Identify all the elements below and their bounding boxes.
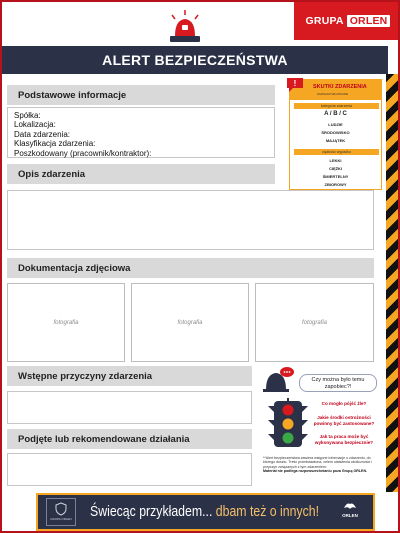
category-label: kategoria zdarzenia [294, 103, 379, 109]
injury-collective[interactable]: ZBIOROWY [324, 182, 347, 187]
footer-left-badge [46, 498, 76, 526]
field-injured: Poszkodowany (pracownik/kontraktor): [14, 148, 152, 158]
effects-subtitle: ZAZNACZ WŁAŚCIWE [317, 92, 349, 96]
category-abc[interactable]: A / B / C [324, 111, 347, 117]
disclaimer-bold: Materiał nie podlega rozpowszechnianiu poza Grupą ORLEN. [263, 469, 368, 474]
orlen-eagle-icon [343, 500, 357, 512]
hazard-stripe [386, 74, 400, 492]
alarm-bell-icon [260, 366, 296, 394]
category-environment[interactable]: ŚRODOWISKO [321, 130, 350, 135]
causes-box[interactable] [7, 391, 252, 424]
question-safe-work: Jak ta praca może być wykonywana bezpiecznie? [314, 434, 374, 445]
field-classification: Klasyfikacja zdarzenia: [14, 139, 96, 149]
traffic-light-icon [266, 398, 310, 450]
injury-severe[interactable]: CIĘŻKI [328, 166, 343, 171]
footer-left-badge-text: GRUPA ORLEN [50, 517, 72, 521]
photo-slot-2[interactable]: fotografia [131, 283, 249, 362]
injury-label: ciężkość wypadku [294, 149, 379, 155]
event-effects-panel [289, 79, 382, 190]
basic-info-box[interactable] [7, 107, 275, 158]
brand-prefix: GRUPA [305, 15, 344, 27]
basic-info-header: Podstawowe informacje [7, 85, 275, 105]
footer-slogan [90, 503, 319, 520]
injury-light[interactable]: LEKKI [329, 158, 342, 163]
footer-banner [36, 493, 375, 531]
question-what-wrong: Co mogło pójść źle? [321, 401, 367, 406]
shield-icon [54, 502, 68, 516]
page-title: ALERT BEZPIECZEŃSTWA [2, 46, 388, 74]
footer-right-logo-text: ORLEN [342, 513, 358, 518]
actions-header: Podjęte lub rekomendowane działania [7, 429, 252, 449]
photos-header: Dokumentacja zdjęciowa [7, 258, 374, 278]
description-header: Opis zdarzenia [7, 164, 275, 184]
brand-name: ORLEN [347, 15, 391, 27]
description-box[interactable] [7, 190, 374, 250]
warning-icon [285, 76, 305, 94]
photo-slot-1[interactable]: fotografia [7, 283, 125, 362]
prevention-question-bubble: Czy można było temu zapobiec?! [299, 374, 377, 392]
field-date: Data zdarzenia: [14, 129, 71, 139]
disclaimer-note [263, 456, 381, 474]
field-company: Spółka: [14, 111, 41, 120]
question-precautions: Jakie środki ostrożności powinny być zastosowane? [313, 415, 375, 426]
footer-right-logo [335, 498, 365, 526]
effects-title: SKUTKI ZDARZENIA [313, 84, 367, 90]
brand-logo [294, 2, 400, 40]
category-property[interactable]: MAJĄTEK [325, 138, 346, 143]
slogan-start: Świecąc przykładem... [90, 503, 213, 520]
slogan-end: dbam też o innych! [215, 503, 320, 520]
photo-slot-3[interactable]: fotografia [255, 283, 374, 362]
injury-fatal[interactable]: ŚMIERTELNY [322, 174, 349, 179]
causes-header: Wstępne przyczyny zdarzenia [7, 366, 252, 386]
disclaimer-body: **Alert bezpieczeństwa zawiera wstępne informacje o zdarzeniu, do którego doszło. Treść przedstawiona, celem ułatwienia okoliczności i przyczyn związanych z tym zdarzeniem. [263, 456, 373, 469]
field-location: Lokalizacja: [14, 120, 56, 130]
category-people[interactable]: LUDZIE [328, 122, 343, 127]
actions-box[interactable] [7, 453, 252, 486]
siren-icon [162, 8, 208, 44]
svg-text:!: ! [293, 79, 297, 88]
